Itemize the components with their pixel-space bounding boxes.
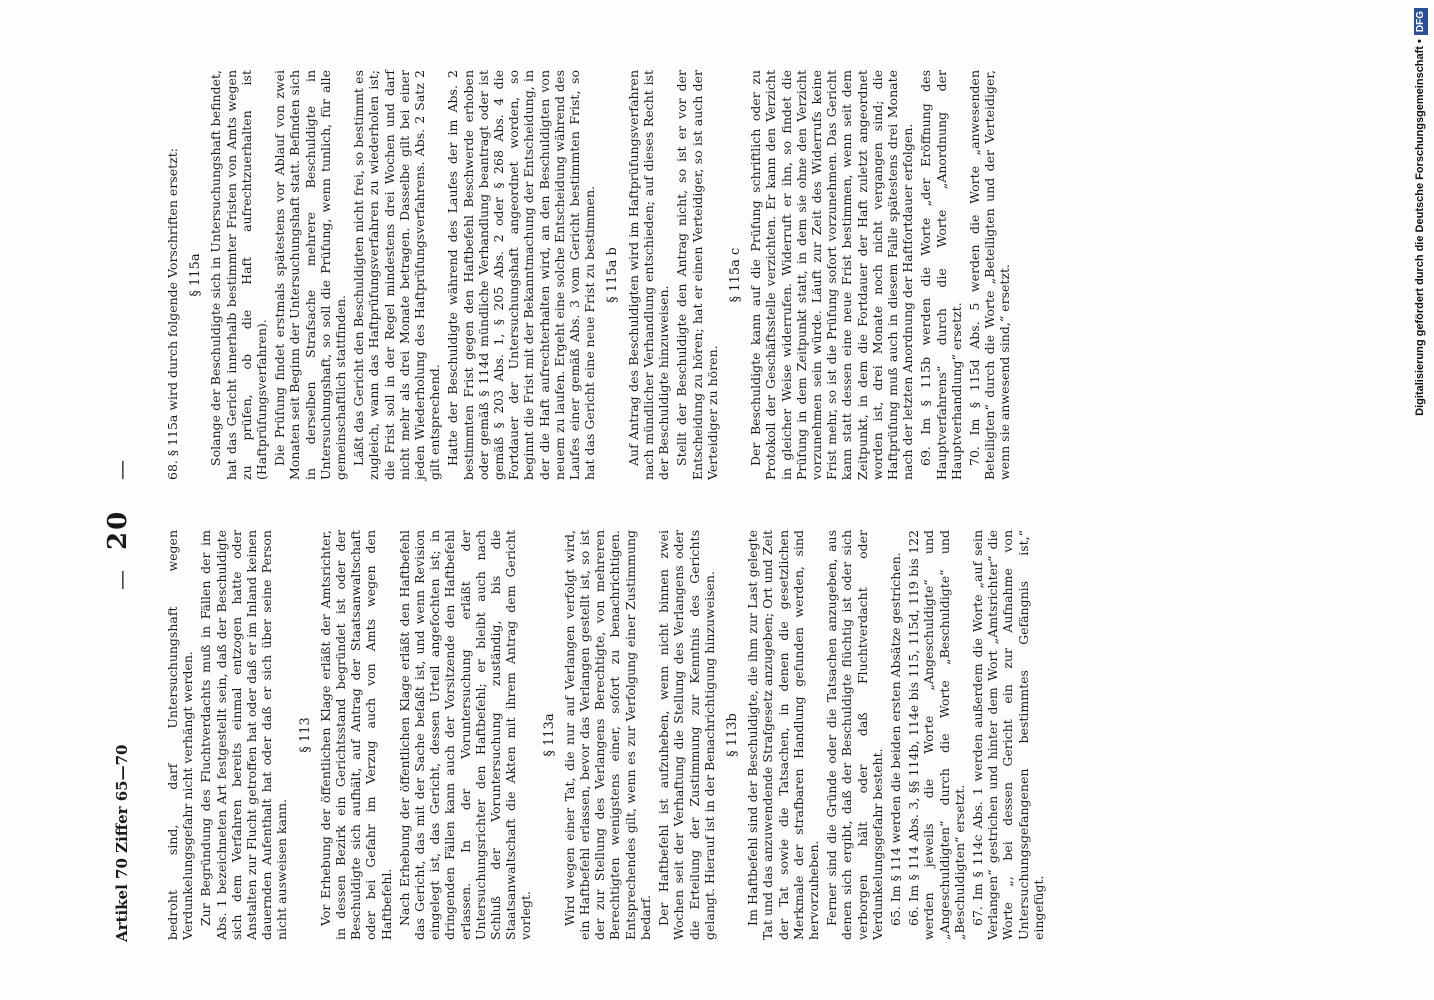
paragraph: Hatte der Beschuldigte während des Laufes der im Abs. 2 bestimmten Frist gegen den Haftbefehl Beschwerde erhoben oder gemäß § 114d mündliche Verhandlung beantragt oder ist gemäß § 203 Abs. 1, § 205 Abs. 2 oder § 268 Abs. 4 die Fortdauer der Untersuchungshaft angeordnet worden, so beginnt die Frist mit der Bekanntmachung der Entscheidung, in der die Haft aufrechterhalten wird, an den Beschuldigten von neuem zu laufen. Ergeht eine solche Entscheidung während des Laufes einer gemäß Abs. 3 vom Gericht bestimmten Frist, so hat das Gericht eine neue Frist zu bestimmen.	[445, 70, 598, 480]
paragraph: Solange der Beschuldigte sich in Untersuchungshaft befindet, hat das Gericht innerhalb bestimmter Fristen von Amts wegen zu prüfen, ob die Haft aufrechtzuerhalten ist (Haftprüfungsverfahren).	[208, 70, 270, 480]
paragraph: Der Haftbefehl ist aufzuheben, wenn nicht binnen zwei Wochen seit der Verhaftung die Stellung des Verlangens oder die Erteilung der Zustimmung zur Kenntnis des Gerichts gelangt. Hierauf ist in der Benachrichtigung hinzuweisen.	[656, 530, 717, 940]
paragraph: 68. § 115a wird durch folgende Vorschriften ersetzt:	[165, 148, 180, 480]
paragraph: Auf Antrag des Beschuldigten wird im Haftprüfungsverfahren nach mündlicher Verhandlung entschieden; auf dieses Recht ist der Beschuldigte hinzuweisen.	[625, 70, 672, 480]
section-heading: § 115a b	[605, 247, 621, 303]
paragraph: Im Haftbefehl sind der Beschuldigte, die ihm zur Last gelegte Tat und das anzuwendende Strafgesetz anzugeben; Ort und Zeit der Tat sowie die Tatsachen, in denen die gesetzlichen Merkmale der strafbaren Handlung gefunden werden, sind hervorzuheben.	[745, 530, 821, 940]
header-dash-left: —	[109, 570, 133, 590]
section-heading: § 113b	[724, 713, 740, 757]
rotated-page-content	[95, 50, 1425, 950]
left-text-column	[165, 530, 1049, 940]
credit-text: Digitalisierung gefördert durch die Deutsche Forschungsgemeinschaft •	[1414, 39, 1426, 416]
paragraph: 66. Im § 114 Abs. 3, §§ 114b, 114e bis 115, 115d, 119 bis 122 werden jeweils die Worte „Angeschuldigte“ und „Angeschuldigten“ durch die Worte „Beschuldigte“ und „Beschuldigten“ ersetzt.	[906, 530, 967, 940]
page-number: 20	[103, 509, 133, 550]
paragraph: Der Beschuldigte kann auf die Prüfung schriftlich oder zu Protokoll der Geschäftsstelle verzichten. Er kann den Verzicht in gleicher Weise widerrufen. Widerruft er ihn, so findet die Prüfung in dem Zeitpunkt statt, in dem sie ohne den Verzicht vorzunehmen sein würde. Läuft zur Zeit des Widerrufs keine Frist mehr, so ist die Prüfung sofort vorzunehmen. Das Gericht kann statt dessen eine neue Frist bestimmen, wenn seit dem Zeitpunkt, in dem die Fortdauer der Haft zuletzt angeordnet worden ist, drei Monate noch nicht vergangen sind; die Haftprüfung muß auch in diesem Falle spätestens drei Monate nach der letzten Anordnung der Haftfortdauer erfolgen.	[748, 70, 916, 480]
section-heading: § 113a	[541, 713, 557, 757]
right-text-column	[165, 70, 1016, 480]
section-heading: § 115a c	[727, 247, 743, 303]
paragraph: bedroht sind, darf Untersuchungshaft wegen Verdunkelungsgefahr nicht verhängt werden.	[165, 530, 196, 940]
paragraph: 65. Im § 114 werden die beiden ersten Absätze gestrichen.	[887, 552, 903, 926]
paragraph: 67. Im § 114c Abs. 1 werden außerdem die Worte „auf sein Verlangen“ gestrichen und hinter dem Wort „Amtsrichter“ die Worte „, bei dessen Gericht ein zur Aufnahme von Untersuchungsgefangenen bestimmtes Gefängnis ist,“ eingefügt.	[969, 530, 1046, 940]
section-heading: § 115a	[188, 253, 204, 297]
paragraph: Die Prüfung findet erstmals spätestens vor Ablauf von zwei Monaten seit Beginn der Untersuchungshaft statt. Befinden sich in derselben Strafsache mehrere Beschuldigte in Untersuchungshaft, so soll die Prüfung, wenn tunlich, für alle gemeinschaftlich stattfinden.	[272, 70, 349, 480]
paragraph: Nach Erhebung der öffentlichen Klage erläßt den Haftbefehl das Gericht, das mit der Sache befaßt ist, und wenn Revision eingelegt ist, das Gericht, dessen Urteil angefochten ist; in dringenden Fällen kann auch der Vorsitzende den Haftbefehl erlassen. In der Voruntersuchung erläßt der Untersuchungsrichter den Haftbefehl; er bleibt auch nach Schluß der Voruntersuchung zuständig, bis die Staatsanwaltschaft die Akten mit ihrem Antrag dem Gericht vorlegt.	[396, 530, 534, 940]
page-header	[95, 50, 155, 950]
paragraph: 69. Im § 115b werden die Worte „der Eröffnung des Hauptverfahrens“ durch die Worte „Anordnung der Hauptverhandlung“ ersetzt.	[918, 70, 964, 480]
running-title: Artikel 70 Ziffer 65—70	[113, 744, 131, 942]
digitization-credit	[1406, 0, 1434, 1000]
paragraph: 70. Im § 115d Abs. 5 werden die Worte „anwesenden Beteiligten“ durch die Worte „Beteiligten und der Verteidiger, wenn sie anwesend sind,“ ersetzt.	[966, 70, 1013, 480]
paragraph: Zur Begründung des Fluchtverdachts muß in Fällen der im Abs. 1 bezeichneten Art festgestellt sein, daß der Beschuldigte sich dem Verfahren bereits einmal entzogen hatte oder Anstalten zur Flucht getroffen hat oder daß er im Inland keinen dauernden Aufenthalt hat oder daß er sich über seine Person nicht ausweisen kann.	[198, 530, 290, 940]
header-dash-right: —	[109, 460, 133, 480]
dfg-logo: DFG	[1414, 8, 1428, 35]
paragraph: Wird wegen einer Tat, die nur auf Verlangen verfolgt wird, ein Haftbefehl erlassen, bevor das Verlangen gestellt ist, so ist der zur Stellung des Verlangens Berechtigte, von mehreren Berechtigten wenigstens einer, sofort zu benachrichtigen. Entsprechendes gilt, wenn es zur Verfolgung einer Zustimmung bedarf.	[561, 530, 653, 940]
section-heading: § 113	[297, 717, 313, 753]
paragraph: Läßt das Gericht den Beschuldigten nicht frei, so bestimmt es zugleich, wann das Haftprüfungsverfahren zu wiederholen ist; die Frist soll in der Regel mindestens drei Wochen und darf nicht mehr als drei Monate betragen. Dasselbe gilt bei einer jeden Wiederholung des Haftprüfungsverfahrens. Abs. 2 Satz 2 gilt entsprechend.	[351, 70, 443, 480]
paragraph: Stellt der Beschuldigte den Antrag nicht, so ist er vor der Entscheidung zu hören; hat er einen Verteidiger, so ist auch der Verteidiger zu hören.	[674, 70, 720, 480]
paragraph: Vor Erhebung der öffentlichen Klage erläßt der Amtsrichter, in dessen Bezirk ein Gerichtsstand begründet ist oder der Beschuldigte sich aufhält, auf Antrag der Staatsanwaltschaft oder bei Gefahr im Verzug auch von Amts wegen den Haftbefehl.	[317, 530, 394, 940]
paragraph: Ferner sind die Gründe oder die Tatsachen anzugeben, aus denen sich ergibt, daß der Beschuldigte flüchtig ist oder sich verborgen hält oder daß Fluchtverdacht oder Verdunkelungsgefahr besteht.	[824, 530, 885, 940]
